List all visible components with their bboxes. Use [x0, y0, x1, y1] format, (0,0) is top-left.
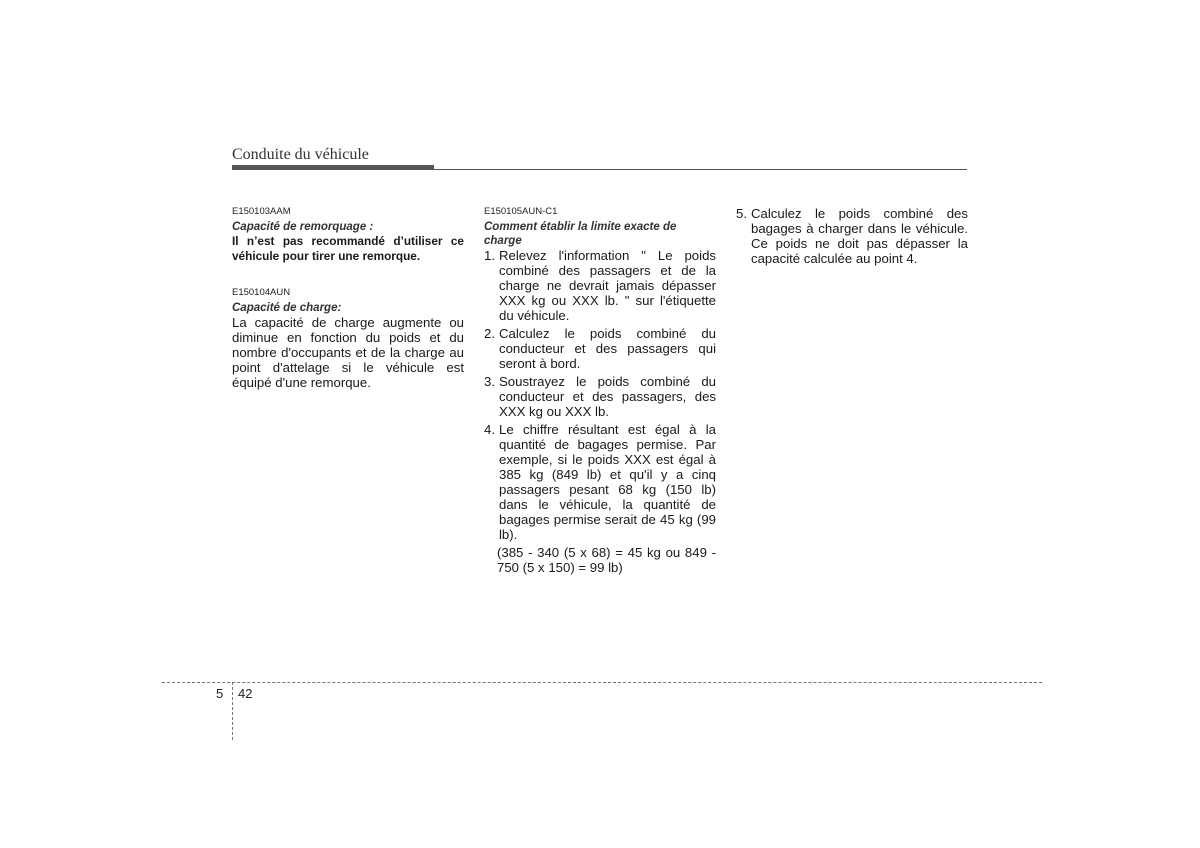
section-subheading: Comment établir la limite exacte de charge: [484, 221, 677, 247]
list-item-number: 5.: [736, 206, 747, 221]
calculation-example: (385 - 340 (5 x 68) = 45 kg ou 849 - 750 (5 x 150) = 99 lb): [497, 545, 716, 575]
page-header-title: Conduite du véhicule: [232, 146, 369, 163]
section-code: E150104AUN: [232, 287, 291, 298]
list-item-number: 4.: [484, 422, 495, 437]
footer-dashed-rule: [162, 682, 1042, 683]
page-number: 42: [238, 686, 253, 701]
header-rule-thin: [434, 169, 967, 170]
section-subheading: Capacité de charge:: [232, 302, 342, 314]
list-item-text: Calculez le poids combiné des bagages à charger dans le véhicule. Ce poids ne doit pas dépasser la capacité calculée au point 4.: [751, 206, 968, 266]
list-item-number: 3.: [484, 374, 495, 389]
footer-dashed-divider: [232, 682, 233, 740]
section-subheading: Capacité de remorquage :: [232, 221, 374, 233]
chapter-number: 5: [216, 686, 224, 701]
load-capacity-paragraph: La capacité de charge augmente ou diminue en fonction du poids et du nombre d'occupants et de la charge au point d'attelage si le véhicule est équipé d'une remorque.: [232, 315, 464, 390]
section-code: E150103AAM: [232, 206, 291, 217]
list-item: [484, 326, 716, 371]
list-item-text: Calculez le poids combiné du conducteur et des passagers qui seront à bord.: [499, 326, 716, 371]
column-middle: [484, 206, 716, 575]
list-item: [484, 248, 716, 323]
list-item-number: 1.: [484, 248, 495, 263]
list-item-text: Relevez l'information " Le poids combiné des passagers et de la charge ne devrait jamais dépasser XXX kg ou XXX lb. " sur l'étiquette du véhicule.: [499, 248, 716, 323]
list-item-number: 2.: [484, 326, 495, 341]
list-item-text: Soustrayez le poids combiné du conducteur et des passagers, des XXX kg ou XXX lb.: [499, 374, 716, 419]
list-item: [484, 422, 716, 542]
column-left: [232, 206, 464, 390]
list-item: [736, 206, 968, 266]
column-right: [736, 206, 968, 269]
section-code: E150105AUN-C1: [484, 206, 558, 217]
list-item: [484, 374, 716, 419]
towing-warning-text: Il n’est pas recommandé d’utiliser ce véhicule pour tirer une remorque.: [232, 234, 464, 263]
list-item-text: Le chiffre résultant est égal à la quantité de bagages permise. Par exemple, si le poids XXX est égal à 385 kg (849 lb) et qu'il y a cinq passagers pesant 68 kg (150 lb) dans le véhicule, la quantité de bagages permise serait de 45 kg (99 lb).: [499, 422, 716, 542]
header-rule-thick: [232, 165, 434, 170]
